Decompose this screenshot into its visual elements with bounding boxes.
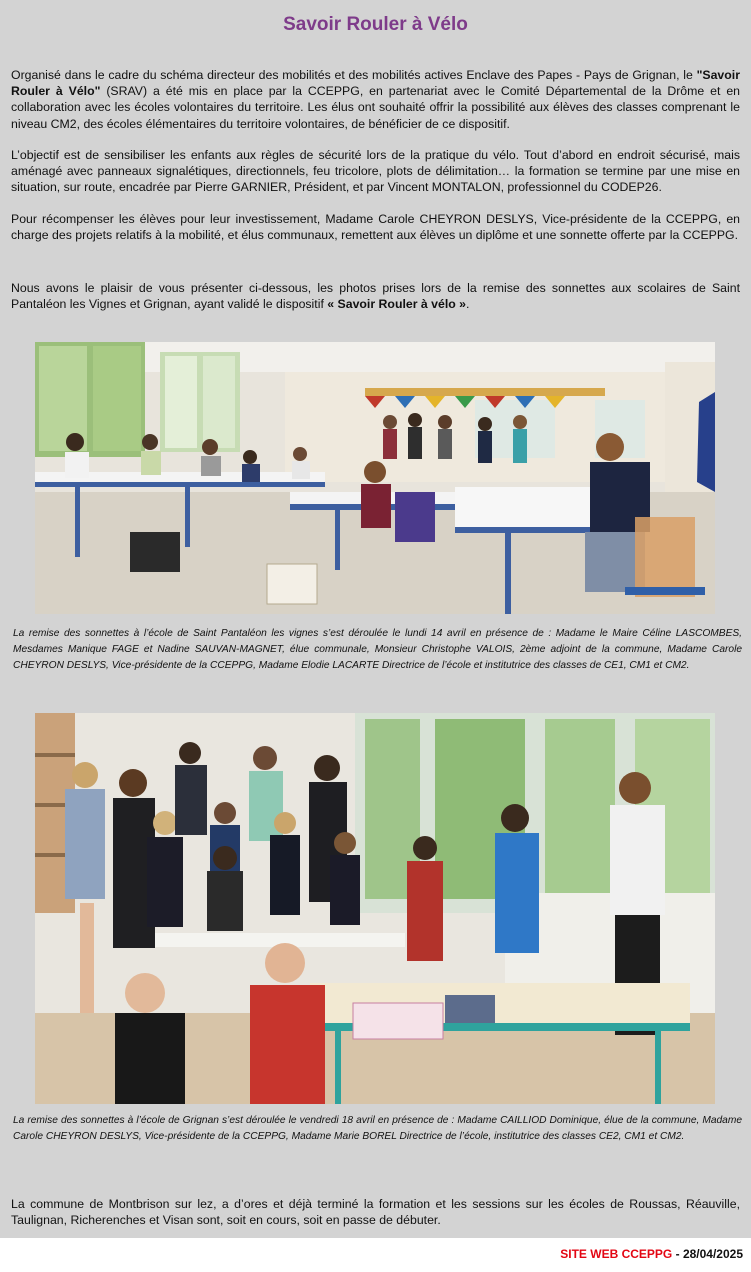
reward-paragraph: Pour récompenser les élèves pour leur investissement, Madame Carole CHEYRON DESLYS, Vice-présidente de la CCEPPG, en charge des projets relatifs à la mobilité, et élus communaux, remettent aux élèves un diplôme et une sonnette offerte par la CCEPPG. bbox=[11, 212, 740, 243]
footer-credit bbox=[560, 1247, 743, 1261]
presentation-text-1: Nous avons le plaisir de vous présenter ci-dessous, les photos prises lors de la remise des sonnettes aux scolaires de Saint Pantaléon les Vignes et Grignan, ayant validé le dispositif bbox=[11, 281, 740, 312]
footer-separator: - bbox=[672, 1247, 683, 1261]
closing-paragraph: La commune de Montbrison sur lez, a d’ores et déjà terminé la formation et les sessions sur les écoles de Roussas, Réauville, Taulignan, Richerenches et Visan sont, soit en cours, soit en passe de débuter. bbox=[11, 1197, 740, 1228]
caption-grignan: La remise des sonnettes à l’école de Grignan s’est déroulée le vendredi 18 avril en présence de : Madame CAILLIOD Dominique, élue de la commune, Madame Carole CHEYRON DESLYS, Vice-présidente de la CCEPPG, Madame Marie BOREL Directrice de l’école, institutrice des classes CE2, CM1 et CM2. bbox=[13, 1115, 742, 1142]
classroom-photo-grignan bbox=[35, 713, 715, 1104]
intro-bold: "Savoir Rouler à Vélo" bbox=[11, 68, 740, 99]
presentation-text-2: . bbox=[466, 297, 470, 312]
intro-text-1: Organisé dans le cadre du schéma directeur des mobilités et des mobilités actives Enclave des Papes - Pays de Grignan, le bbox=[11, 68, 697, 82]
intro-text-2: (SRAV) a été mis en place par la CCEPPG, en partenariat avec le Comité Départemental de la Drôme et en collaboration avec les écoles volontaires du territoire. Les élus ont souhaité offrir la possibilité aux élèves des classes comprenant le niveau CM2, des écoles élémentaires du territoire volontaires, de bénéficier de ce dispositif. bbox=[11, 84, 740, 131]
objective-paragraph: L’objectif est de sensibiliser les enfants aux règles de sécurité lors de la pratique du vélo. Tout d’abord en endroit sécurisé, mais aménagé avec panneaux signalétiques, directionnels, feu tricolore, plots de délimitation… la formation se termine par une mise en situation, sur route, encadrée par Pierre GARNIER, Président, et par Vincent MONTALON, professionnel du CODEP26. bbox=[11, 148, 740, 195]
presentation-paragraph bbox=[11, 280, 740, 312]
footer-date: 28/04/2025 bbox=[682, 1247, 743, 1261]
classroom-photo-saint-pantaleon bbox=[35, 342, 715, 614]
intro-paragraph bbox=[11, 67, 740, 132]
presentation-bold: « Savoir Rouler à vélo » bbox=[327, 297, 467, 312]
footer-site-label: SITE WEB CCEPPG bbox=[560, 1247, 673, 1261]
article-title: Savoir Rouler à Vélo bbox=[283, 14, 468, 35]
caption-saint-pantaleon: La remise des sonnettes à l’école de Saint Pantaléon les vignes s’est déroulée le lundi 14 avril en présence de : Madame le Maire Céline LASCOMBES, Mesdames Manique FAGE et Nadine SAUVAN-MAGNET, élue communale, Monsieur Christophe VALOIS, 2ème adjoint de la commune, Madame Carole CHEYRON DESLYS, Vice-présidente de la CCEPPG, Madame Elodie LACARTE Directrice de l’école et institutrice des classes de CE1, CM1 et CM2. bbox=[13, 628, 742, 671]
